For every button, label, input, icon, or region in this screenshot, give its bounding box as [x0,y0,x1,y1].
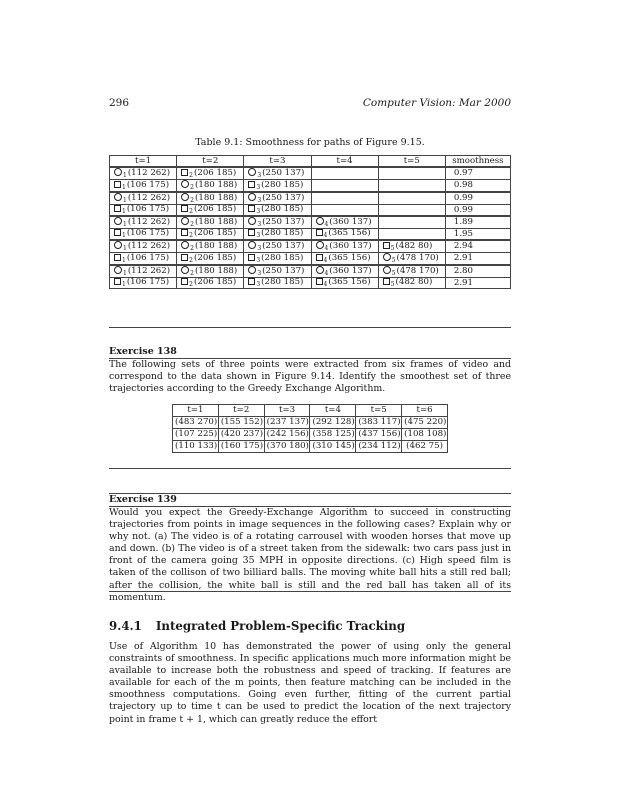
smoothness-value: 0.99 [445,205,510,217]
point-index: 1 [122,281,126,288]
section-title: Integrated Problem-Specific Tracking [155,619,406,633]
table-cell [311,192,378,205]
table-cell [311,216,378,229]
table-cell: (155 152) [218,417,264,429]
table-cell [177,192,244,205]
point-index: 1 [123,221,127,228]
square-marker-icon [181,278,188,285]
table-row [110,240,511,253]
page-header [109,97,511,111]
table-cell [311,229,378,241]
table-cell [378,229,445,241]
square-marker-icon [383,278,390,285]
table-cell [244,216,311,229]
point-coordinates: (206 185) [194,167,237,178]
table-cell [311,180,378,193]
circle-marker-icon [181,180,189,188]
table-row [173,441,448,453]
table-cell [110,205,177,217]
point-index: 2 [190,197,194,204]
square-marker-icon [114,205,121,212]
point-coordinates: (112 262) [127,241,171,251]
point-index: 2 [190,184,194,191]
point-coordinates: (365 156) [328,252,371,263]
point-coordinates: (250 137) [262,193,305,203]
point-index: 3 [256,183,261,191]
table-cell [110,167,177,180]
table-cell: (108 108) [402,429,448,441]
table-cell [110,253,177,266]
point-coordinates: (482 80) [395,277,433,287]
circle-marker-icon [316,217,324,225]
table-row [173,417,448,429]
point-coordinates: (106 175) [126,252,170,263]
smoothness-value: 1.95 [445,229,510,241]
circle-marker-icon [383,253,391,261]
exercise-138-bottom-rule [109,468,511,469]
table-cell [244,265,311,278]
circle-marker-icon [114,193,122,201]
exercise-139-bottom-rule [109,591,511,592]
table-cell [110,180,177,193]
point-index: 2 [189,208,193,215]
table-row [110,229,511,241]
point-index: 3 [257,172,262,179]
table-cell: (383 117) [356,417,402,429]
table-cell [378,278,445,289]
table-row [110,205,511,217]
circle-marker-icon [114,266,122,274]
point-coordinates: (360 137) [329,266,372,276]
table-row [110,278,511,289]
exercise-138-text: The following sets of three points were extracted from six frames of video and correspond to the data shown in Figure 9.14. Identify the smoothest set of three trajectories according to the Greedy Exchange Algorithm. [109,359,511,395]
table-caption: Table 9.1: Smoothness for paths of Figure 9.15. [195,137,425,148]
exercise-138-table [172,404,448,453]
column-header: t=3 [244,156,311,168]
point-index: 5 [390,281,395,288]
point-coordinates: (180 188) [195,266,238,276]
square-marker-icon [248,229,255,236]
exercise-138-top-rule [109,327,511,328]
square-marker-icon [114,181,121,188]
point-coordinates: (180 188) [195,217,238,227]
point-index: 2 [189,281,193,288]
table-cell [177,167,244,180]
page-number: 296 [109,97,130,109]
table-row [110,167,511,180]
circle-marker-icon [248,193,256,201]
square-marker-icon [248,181,255,188]
point-coordinates: (280 185) [261,179,304,190]
point-coordinates: (280 185) [261,277,304,287]
table-cell [110,265,177,278]
table-cell [177,180,244,193]
table-cell: (437 156) [356,429,402,441]
point-index: 4 [324,221,329,228]
point-index: 3 [256,232,261,239]
table-cell [110,229,177,241]
table-cell: (110 133) [173,441,219,453]
table-row [110,265,511,278]
point-index: 5 [390,244,395,252]
table-cell: (370 180) [264,441,310,453]
point-index: 4 [324,245,329,252]
square-marker-icon [114,229,121,236]
table-cell [110,216,177,229]
smoothness-value: 0.98 [445,180,510,193]
table-cell [177,229,244,241]
point-index: 1 [122,208,126,215]
table-cell: (237 137) [264,417,310,429]
table-cell [378,216,445,229]
circle-marker-icon [248,241,256,249]
circle-marker-icon [114,241,122,249]
point-index: 3 [257,270,262,277]
column-header: t=4 [311,156,378,168]
table-cell [244,167,311,180]
square-marker-icon [114,254,121,261]
table-row [110,192,511,205]
table-cell [378,253,445,266]
table-cell [244,229,311,241]
exercise-139-title: Exercise 139 [109,494,177,505]
point-coordinates: (280 185) [261,252,304,263]
circle-marker-icon [316,241,324,249]
point-coordinates: (106 175) [126,204,170,214]
point-index: 4 [323,232,328,239]
table-cell [244,253,311,266]
point-coordinates: (478 170) [396,253,439,263]
trajectory-group [110,167,511,192]
table-cell [378,167,445,180]
circle-marker-icon [114,217,122,225]
point-coordinates: (250 137) [262,241,305,251]
square-marker-icon [248,254,255,261]
point-coordinates: (112 262) [127,266,171,276]
point-coordinates: (180 188) [195,193,238,203]
table-cell: (292 128) [310,417,356,429]
point-index: 1 [123,197,127,204]
running-title: Computer Vision: Mar 2000 [362,97,511,109]
table-cell [311,278,378,289]
table-cell [378,192,445,205]
circle-marker-icon [248,266,256,274]
smoothness-table-header [110,156,511,168]
table-row [110,216,511,229]
smoothness-value: 2.91 [445,253,510,266]
circle-marker-icon [181,217,189,225]
smoothness-value: 0.99 [445,192,510,205]
point-index: 3 [256,208,261,215]
table-row [110,253,511,266]
table-cell: (310 145) [310,441,356,453]
table-cell [378,240,445,253]
table-cell: (462 75) [402,441,448,453]
point-coordinates: (206 185) [194,277,237,287]
smoothness-value: 0.97 [445,167,510,180]
table-cell [244,180,311,193]
table-cell [177,205,244,217]
table-cell [177,278,244,289]
column-header: t=2 [177,156,244,168]
point-index: 1 [122,232,126,239]
square-marker-icon [181,205,188,212]
table-cell: (475 220) [402,417,448,429]
trajectory-group [110,240,511,265]
column-header: t=5 [378,156,445,168]
exercise-138-title: Exercise 138 [109,346,177,357]
table-row [110,180,511,193]
section-body-text: Use of Algorithm 10 has demonstrated the power of using only the general constraints of smoothness. In specific applications much more information might be available to increase both the robustness and speed of tracking. If features are available for each of the m points, then feature matching can be included in the smoothness computations. Going even further, fitting of the current partial trajectory up to time t can be used to predict the location of the next trajectory point in frame t + 1, which can greatly reduce the effort [109,641,511,725]
point-coordinates: (106 175) [126,277,170,287]
table-cell [110,240,177,253]
circle-marker-icon [114,168,122,176]
point-index: 2 [190,270,194,277]
point-coordinates: (360 137) [329,217,372,227]
point-index: 5 [391,257,396,264]
point-coordinates: (365 156) [328,228,371,238]
smoothness-value: 2.94 [445,240,510,253]
table-cell [244,278,311,289]
table-cell [244,205,311,217]
point-coordinates: (250 137) [262,168,305,178]
point-index: 2 [190,221,194,228]
table-cell: (358 125) [310,429,356,441]
square-marker-icon [114,278,121,285]
smoothness-value: 2.80 [445,265,510,278]
square-marker-icon [181,254,188,261]
table-cell [177,253,244,266]
point-index: 4 [323,256,328,264]
point-coordinates: (250 137) [262,266,305,276]
table-cell: (483 270) [173,417,219,429]
table-cell [378,205,445,217]
point-coordinates: (482 80) [395,240,433,251]
point-index: 4 [323,281,328,288]
point-coordinates: (112 262) [127,168,171,178]
column-header: smoothness [445,156,510,168]
circle-marker-icon [383,266,391,274]
circle-marker-icon [248,217,256,225]
exercise-table-header [173,405,448,417]
table-cell [110,278,177,289]
circle-marker-icon [181,193,189,201]
trajectory-group [110,265,511,289]
square-marker-icon [248,278,255,285]
square-marker-icon [316,229,323,236]
point-index: 2 [189,232,193,239]
point-coordinates: (206 185) [194,228,237,238]
column-header: t=4 [310,405,356,417]
circle-marker-icon [316,266,324,274]
point-index: 3 [256,256,261,264]
point-coordinates: (206 185) [194,252,237,263]
point-coordinates: (360 137) [329,241,372,251]
table-cell [110,192,177,205]
square-marker-icon [383,242,390,249]
exercise-139-text: Would you expect the Greedy-Exchange Algorithm to succeed in constructing trajectories from points in image sequences in the following cases? Explain why or why not. (a) The video is of a rotating carrousel with wooden horses that move up and down. (b) The video is of a street taken from the sidewalk: two cars pass just in front of the camera going 35 MPH in opposite directions. (c) High speed film is taken of the collison of two billiard balls. The moving white ball hits a still red ball; after the collision, the white ball is still and the red ball has taken all of its momentum. [109,507,511,603]
table-cell [244,240,311,253]
point-coordinates: (280 185) [261,204,304,214]
square-marker-icon [316,278,323,285]
square-marker-icon [248,205,255,212]
table-cell [244,192,311,205]
section-number: 9.4.1 [109,619,142,633]
point-index: 3 [256,281,261,288]
point-coordinates: (180 188) [195,180,238,190]
square-marker-icon [316,254,323,261]
square-marker-icon [181,229,188,236]
point-coordinates: (365 156) [328,277,371,287]
point-coordinates: (106 175) [126,179,170,190]
point-index: 2 [189,256,193,264]
column-header: t=5 [356,405,402,417]
point-coordinates: (206 185) [194,204,237,214]
point-index: 2 [190,245,194,252]
table-cell: (160 175) [218,441,264,453]
table-row [173,429,448,441]
point-index: 3 [257,245,262,252]
point-index: 5 [391,270,396,277]
smoothness-value: 2.91 [445,278,510,289]
table-cell [311,167,378,180]
smoothness-value: 1.89 [445,216,510,229]
column-header: t=6 [402,405,448,417]
column-header: t=3 [264,405,310,417]
circle-marker-icon [248,168,256,176]
table-cell: (234 112) [356,441,402,453]
point-coordinates: (250 137) [262,217,305,227]
circle-marker-icon [181,241,189,249]
circle-marker-icon [181,266,189,274]
table-cell: (242 156) [264,429,310,441]
point-index: 1 [123,270,127,277]
point-index: 1 [122,256,126,264]
column-header: t=1 [173,405,219,417]
table-cell [378,265,445,278]
table-cell [311,205,378,217]
table-cell [177,240,244,253]
point-coordinates: (112 262) [127,217,171,227]
point-coordinates: (478 170) [396,266,439,276]
point-index: 1 [122,183,126,191]
section-heading [109,619,405,633]
table-cell [311,253,378,266]
trajectory-group [110,192,511,216]
point-coordinates: (280 185) [261,228,304,238]
square-marker-icon [181,169,188,176]
point-coordinates: (112 262) [127,193,171,203]
point-index: 3 [257,197,262,204]
trajectory-group [110,216,511,240]
smoothness-table [109,155,511,289]
point-index: 1 [123,172,127,179]
table-cell: (107 225) [173,429,219,441]
point-coordinates: (180 188) [195,241,238,251]
table-cell [311,240,378,253]
column-header: t=2 [218,405,264,417]
table-cell [177,265,244,278]
point-index: 3 [257,221,262,228]
point-coordinates: (106 175) [126,228,170,238]
point-index: 4 [324,270,329,277]
table-cell [311,265,378,278]
table-cell: (420 237) [218,429,264,441]
column-header: t=1 [110,156,177,168]
table-cell [177,216,244,229]
point-index: 1 [123,245,127,252]
table-cell [378,180,445,193]
point-index: 2 [189,171,193,179]
